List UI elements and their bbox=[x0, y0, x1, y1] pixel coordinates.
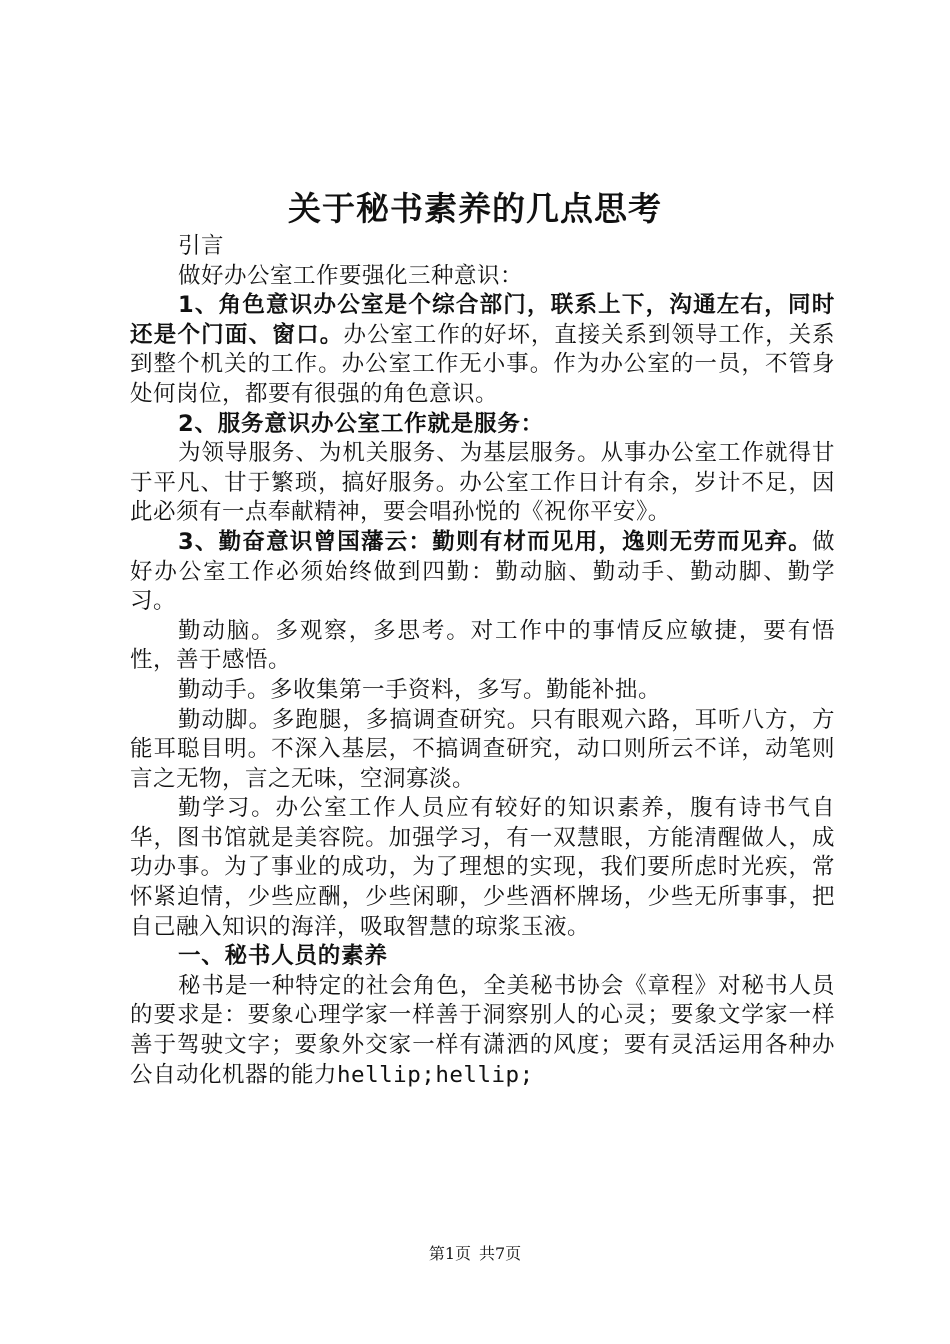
paragraph-study bbox=[130, 794, 835, 942]
paragraph-heading: 3、勤奋意识曾国藩云：勤则有材而见用，逸则无劳而见弃。 bbox=[178, 528, 812, 555]
paragraph-text: 做好办公室工作必须始终做到四勤：勤动脑、勤动手、勤动脚、勤学习。 bbox=[130, 528, 835, 615]
paragraph-heading: 2、服务意识办公室工作就是服务： bbox=[178, 410, 544, 437]
paragraph-diligence-awareness bbox=[130, 528, 835, 617]
paragraph-intro bbox=[130, 232, 835, 262]
paragraph-text: 引言 bbox=[178, 233, 225, 259]
paragraph-secretary-requirements bbox=[130, 972, 835, 1090]
page-footer bbox=[0, 1244, 950, 1264]
paragraph-text: 勤学习。办公室工作人员应有较好的知识素养，腹有诗书气自华，图书馆就是美容院。加强学习，有一双慧眼，方能清醒做人，成功办事。为了事业的成功，为了理想的实现，我们要所虑时光疾，常怀紧迫情，少些应酬，少些闲聊，少些酒杯牌场，少些无所事事，把自己融入知识的海洋，吸取智慧的琼浆玉液。 bbox=[130, 795, 835, 940]
document-title: 关于秘书素养的几点思考 bbox=[288, 189, 662, 228]
paragraph-role-awareness bbox=[130, 291, 835, 409]
paragraph-text: 勤动手。多收集第一手资料，多写。勤能补拙。 bbox=[178, 676, 662, 703]
paragraph-brain bbox=[130, 617, 835, 676]
paragraph-heading: 1、角色意识办公室是个综合部门，联系上下，沟通左右，同时还是个门面、窗口。 bbox=[130, 292, 835, 348]
paragraph-text: 做好办公室工作要强化三种意识： bbox=[178, 262, 524, 289]
paragraph-text: 为领导服务、为机关服务、为基层服务。从事办公室工作就得甘于平凡、甘于繁琐，搞好服务。办公室工作日计有余，岁计不足，因此必须有一点奉献精神，要会唱孙悦的《祝你平安》。 bbox=[130, 440, 835, 526]
page-total: 共7页 bbox=[479, 1244, 522, 1263]
paragraph-three-awareness bbox=[130, 262, 835, 292]
paragraph-hand bbox=[130, 676, 835, 706]
section-heading: 一、秘书人员的素养 bbox=[178, 943, 388, 970]
paragraph-text: 勤动脚。多跑腿，多搞调查研究。只有眼观六路，耳听八方，方能耳聪目明。不深入基层，不搞调查研究，动口则所云不详，动笔则言之无物，言之无味，空洞寡淡。 bbox=[130, 706, 835, 792]
section-heading-secretary bbox=[130, 942, 835, 972]
document-body bbox=[130, 232, 835, 1090]
paragraph-text: 勤动脑。多观察，多思考。对工作中的事情反应敏捷，要有悟性，善于感悟。 bbox=[130, 617, 835, 674]
paragraph-service-heading bbox=[130, 410, 835, 440]
paragraph-text: 秘书是一种特定的社会角色，全美秘书协会《章程》对秘书人员的要求是：要象心理学家一样善于洞察别人的心灵；要象文学家一样善于驾驶文字；要象外交家一样有潇洒的风度；要有灵活运用各种办公自动化机器的能力hellip;hellip; bbox=[130, 972, 835, 1088]
paragraph-foot bbox=[130, 706, 835, 795]
page-number: 第1页 bbox=[428, 1244, 471, 1263]
paragraph-service-body bbox=[130, 439, 835, 528]
paragraph-text: 办公室工作的好坏，直接关系到领导工作，关系到整个机关的工作。办公室工作无小事。作为办公室的一员，不管身处何岗位，都要有很强的角色意识。 bbox=[130, 321, 835, 407]
